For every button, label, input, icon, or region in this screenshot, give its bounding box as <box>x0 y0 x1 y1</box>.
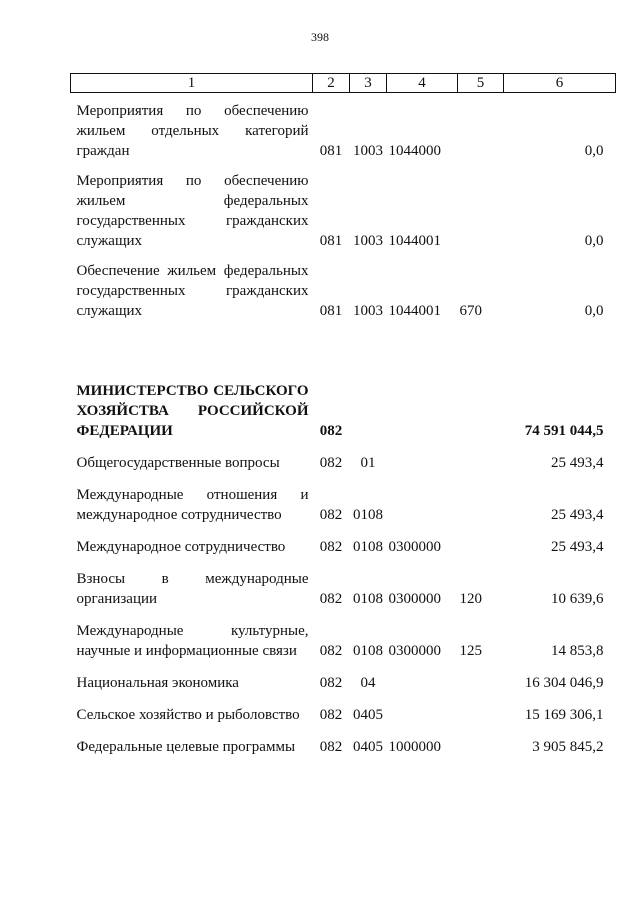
row-expense-code <box>458 473 504 525</box>
table-row <box>71 441 616 473</box>
row-section-code: 0108 <box>353 643 383 659</box>
table-header-row <box>71 74 616 93</box>
row-section-code <box>350 321 387 441</box>
row-ministry-code: 082 <box>319 739 343 755</box>
row-ministry-code: 082 <box>319 591 343 607</box>
row-ministry-code: 081 <box>319 303 343 319</box>
row-ministry-code: 082 <box>319 507 343 523</box>
header-cell: 5 <box>458 74 504 93</box>
row-ministry-code: 081 <box>319 233 343 249</box>
row-name: Мероприятия по обеспечению жильем федеральных государственных гражданских служащих <box>76 173 309 249</box>
row-name: Международные отношения и международное сотрудничество <box>76 487 309 523</box>
row-section-code: 1003 <box>353 233 383 249</box>
header-cell: 3 <box>350 74 387 93</box>
row-amount: 74 591 044,5 <box>524 423 604 439</box>
row-target-code <box>387 661 458 693</box>
header-cell: 6 <box>504 74 616 93</box>
table-row <box>71 609 616 661</box>
budget-table <box>70 73 616 757</box>
row-amount: 10 639,6 <box>551 591 604 607</box>
row-expense-code <box>458 93 504 162</box>
row-amount: 0,0 <box>584 303 604 319</box>
table-row <box>71 525 616 557</box>
table-row <box>71 93 616 162</box>
row-target-code: 1044001 <box>388 233 441 249</box>
row-target-code <box>387 441 458 473</box>
row-target-code: 1044001 <box>388 303 441 319</box>
row-ministry-code: 082 <box>319 643 343 659</box>
row-section-code: 01 <box>360 455 376 471</box>
row-expense-code: 125 <box>459 643 482 659</box>
header-cell: 4 <box>387 74 458 93</box>
table-row <box>71 321 616 441</box>
row-ministry-code: 082 <box>319 539 343 555</box>
row-expense-code: 670 <box>459 303 482 319</box>
table-row <box>71 693 616 725</box>
row-name: Международное сотрудничество <box>76 539 286 555</box>
row-section-code: 0108 <box>353 507 383 523</box>
row-target-code: 0300000 <box>388 643 441 659</box>
row-amount: 25 493,4 <box>551 539 604 555</box>
row-expense-code <box>458 161 504 251</box>
row-target-code <box>387 693 458 725</box>
table-row <box>71 557 616 609</box>
row-expense-code <box>458 321 504 441</box>
row-name: Общегосударственные вопросы <box>76 455 280 471</box>
row-section-code: 04 <box>360 675 376 691</box>
row-ministry-code: 082 <box>319 675 343 691</box>
table-row <box>71 251 616 321</box>
header-cell: 1 <box>71 74 313 93</box>
row-name: Международные культурные, научные и информационные связи <box>76 623 309 659</box>
row-name: МИНИСТЕРСТВО СЕЛЬСКОГО ХОЗЯЙСТВА РОССИЙСКОЙ ФЕДЕРАЦИИ <box>76 383 309 439</box>
row-amount: 0,0 <box>584 143 604 159</box>
row-expense-code <box>458 661 504 693</box>
table-row <box>71 725 616 757</box>
row-expense-code: 120 <box>459 591 482 607</box>
row-expense-code <box>458 693 504 725</box>
row-expense-code <box>458 525 504 557</box>
row-name: Национальная экономика <box>76 675 239 691</box>
row-amount: 14 853,8 <box>551 643 604 659</box>
row-amount: 16 304 046,9 <box>524 675 604 691</box>
row-expense-code <box>458 441 504 473</box>
row-name: Мероприятия по обеспечению жильем отдельных категорий граждан <box>76 103 309 159</box>
row-amount: 25 493,4 <box>551 507 604 523</box>
row-amount: 25 493,4 <box>551 455 604 471</box>
row-section-code: 0405 <box>353 707 383 723</box>
row-amount: 3 905 845,2 <box>532 739 604 755</box>
row-target-code: 1044000 <box>388 143 441 159</box>
row-ministry-code: 082 <box>319 423 343 439</box>
row-expense-code <box>458 725 504 757</box>
row-ministry-code: 081 <box>319 143 343 159</box>
table-row <box>71 661 616 693</box>
row-target-code: 0300000 <box>388 591 441 607</box>
row-target-code <box>387 321 458 441</box>
row-name: Обеспечение жильем федеральных государственных гражданских служащих <box>76 263 309 319</box>
page-number: 398 <box>311 30 329 44</box>
row-name: Федеральные целевые программы <box>76 739 296 755</box>
row-target-code: 1000000 <box>388 739 441 755</box>
row-ministry-code: 082 <box>319 455 343 471</box>
row-section-code: 1003 <box>353 143 383 159</box>
row-section-code: 0108 <box>353 539 383 555</box>
table-row <box>71 473 616 525</box>
row-name: Взносы в международные организации <box>76 571 309 607</box>
row-amount: 15 169 306,1 <box>524 707 604 723</box>
row-target-code <box>387 473 458 525</box>
row-amount: 0,0 <box>584 233 604 249</box>
row-section-code: 0108 <box>353 591 383 607</box>
row-name: Сельское хозяйство и рыболовство <box>76 707 300 723</box>
row-target-code: 0300000 <box>388 539 441 555</box>
table-row <box>71 161 616 251</box>
row-section-code: 1003 <box>353 303 383 319</box>
row-section-code: 0405 <box>353 739 383 755</box>
header-cell: 2 <box>313 74 350 93</box>
row-ministry-code: 082 <box>319 707 343 723</box>
